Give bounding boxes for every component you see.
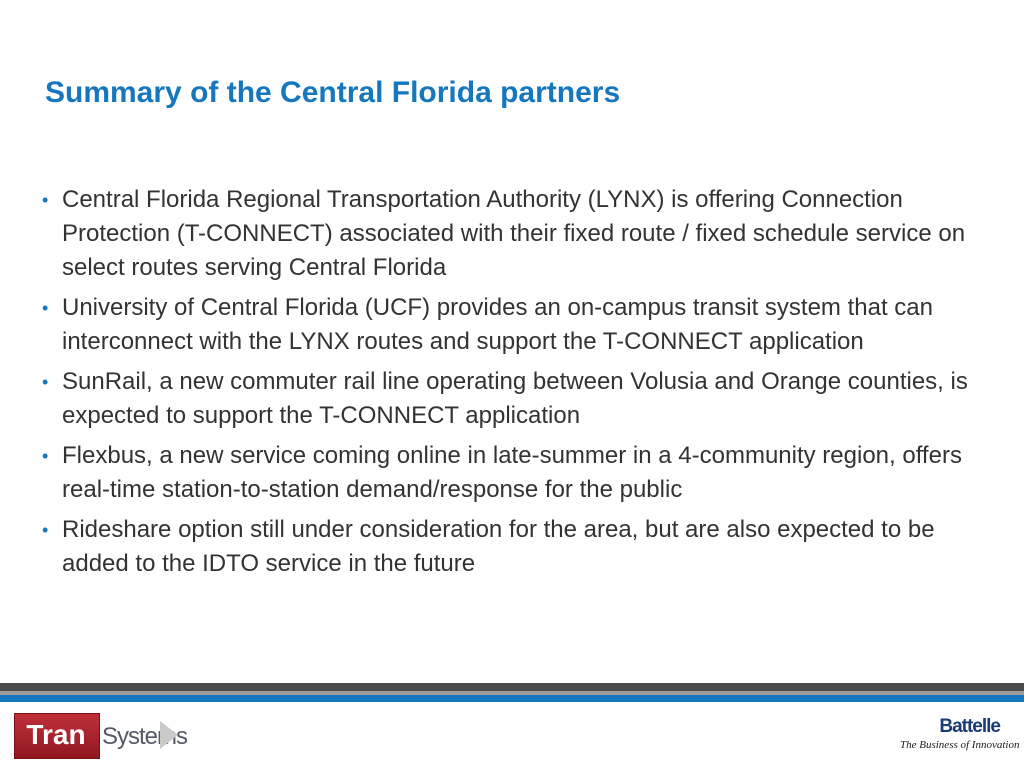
- transystems-logo-systems: Systems: [102, 723, 188, 750]
- bullet-item: [42, 513, 982, 581]
- bullet-item: [42, 439, 982, 507]
- bullet-item: [42, 291, 982, 359]
- bullet-dot-icon: •: [42, 520, 49, 540]
- footer: [0, 702, 1024, 768]
- bullet-dot-icon: •: [42, 298, 49, 318]
- bullet-text: Flexbus, a new service coming online in late-summer in a 4-community region, offers real-time station-to-station demand/response for the public: [62, 442, 962, 503]
- bullet-dot-icon: •: [42, 446, 49, 466]
- bullet-item: [42, 365, 982, 433]
- bullet-item: [42, 183, 982, 285]
- bullet-text: SunRail, a new commuter rail line operating between Volusia and Orange counties, is expected to support the T-CONNECT application: [62, 368, 968, 429]
- transystems-arrow-icon: [160, 721, 178, 749]
- battelle-logo-name: Battelle: [939, 716, 1000, 737]
- bullet-text: Central Florida Regional Transportation Authority (LYNX) is offering Connection Protection (T-CONNECT) associated with their fixed route / fixed schedule service on select routes serving Central Florida: [62, 186, 966, 281]
- slide-title: Summary of the Central Florida partners: [45, 76, 621, 109]
- bullet-text: University of Central Florida (UCF) provides an on-campus transit system that can interconnect with the LYNX routes and support the T-CONNECT application: [62, 294, 933, 355]
- bullet-dot-icon: •: [42, 190, 49, 210]
- transystems-logo-tran: Tran: [26, 719, 86, 750]
- bullet-dot-icon: •: [42, 372, 49, 392]
- footer-band-blue: [0, 695, 1024, 702]
- bullet-list: [42, 183, 982, 587]
- battelle-logo: [900, 716, 1020, 752]
- bullet-text: Rideshare option still under consideration for the area, but are also expected to be added to the IDTO service in the future: [62, 516, 935, 577]
- battelle-logo-tagline: The Business of Innovation: [900, 739, 1020, 751]
- transystems-logo: [14, 713, 188, 759]
- footer-band-dark: [0, 683, 1024, 691]
